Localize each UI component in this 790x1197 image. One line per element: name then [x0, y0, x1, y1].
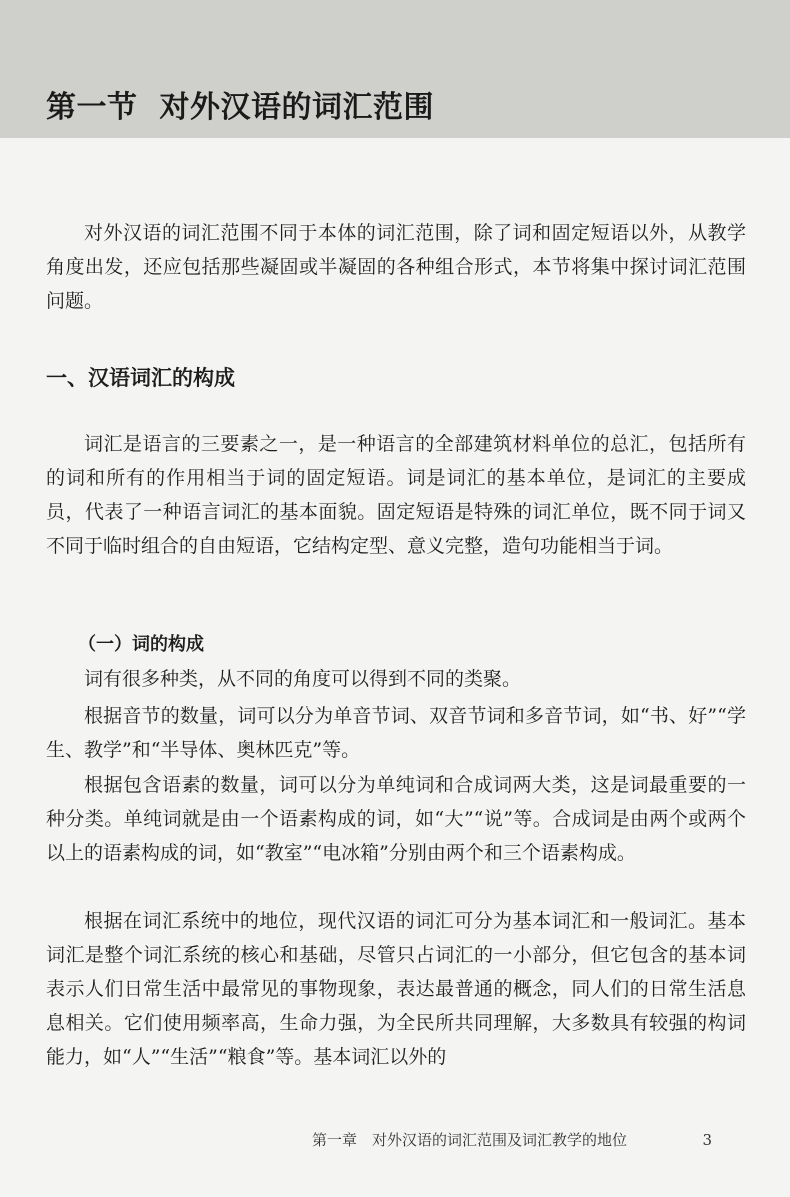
- section-banner: [0, 0, 790, 138]
- subsection1-paragraph-4: 根据在词汇系统中的地位，现代汉语的词汇可分为基本词汇和一般词汇。基本词汇是整个词汇系统的核心和基础，尽管只占词汇的一小部分，但它包含的基本词表示人们日常生活中最常见的事物现象，表达最普通的概念，同人们的日常生活息息相关。它们使用频率高，生命力强，为全民所共同理解，大多数具有较强的构词能力，如“人”“生活”“粮食”等。基本词汇以外的: [46, 910, 746, 1068]
- section-title: [46, 82, 434, 126]
- intro-paragraph: 对外汉语的词汇范围不同于本体的词汇范围，除了词和固定短语以外，从教学角度出发，还应包括那些凝固或半凝固的各种组合形式，本节将集中探讨词汇范围问题。: [46, 222, 746, 312]
- subsection1-heading: （一）词的构成: [78, 634, 204, 655]
- section-number: 第一节: [46, 90, 138, 125]
- page-number: 3: [702, 1131, 712, 1149]
- subsection1-paragraph-1: 词有很多种类，从不同的角度可以得到不同的类聚。: [84, 668, 522, 690]
- page-footer: [312, 1130, 712, 1150]
- section-title-text: 对外汉语的词汇范围: [159, 90, 434, 125]
- part1-heading: 一、汉语词汇的构成: [46, 366, 235, 390]
- part1-paragraph: 词汇是语言的三要素之一，是一种语言的全部建筑材料单位的总汇，包括所有的词和所有的作用相当于词的固定短语。词是词汇的基本单位，是词汇的主要成员，代表了一种语言词汇的基本面貌。固定短语是特殊的词汇单位，既不同于词又不同于临时组合的自由短语，它结构定型、意义完整，造句功能相当于词。: [46, 433, 746, 557]
- subsection1-paragraph-3: 根据包含语素的数量，词可以分为单纯词和合成词两大类，这是词最重要的一种分类。单纯词就是由一个语素构成的词，如“大”“说”等。合成词是由两个或两个以上的语素构成的词，如“教室”“电冰箱”分别由两个和三个语素构成。: [46, 774, 746, 864]
- subsection1-paragraph-2: 根据音节的数量，词可以分为单音节词、双音节词和多音节词，如“书、好”“学生、教学”和“半导体、奥林匹克”等。: [46, 705, 746, 761]
- running-title: 第一章 对外汉语的词汇范围及词汇教学的地位: [312, 1131, 628, 1149]
